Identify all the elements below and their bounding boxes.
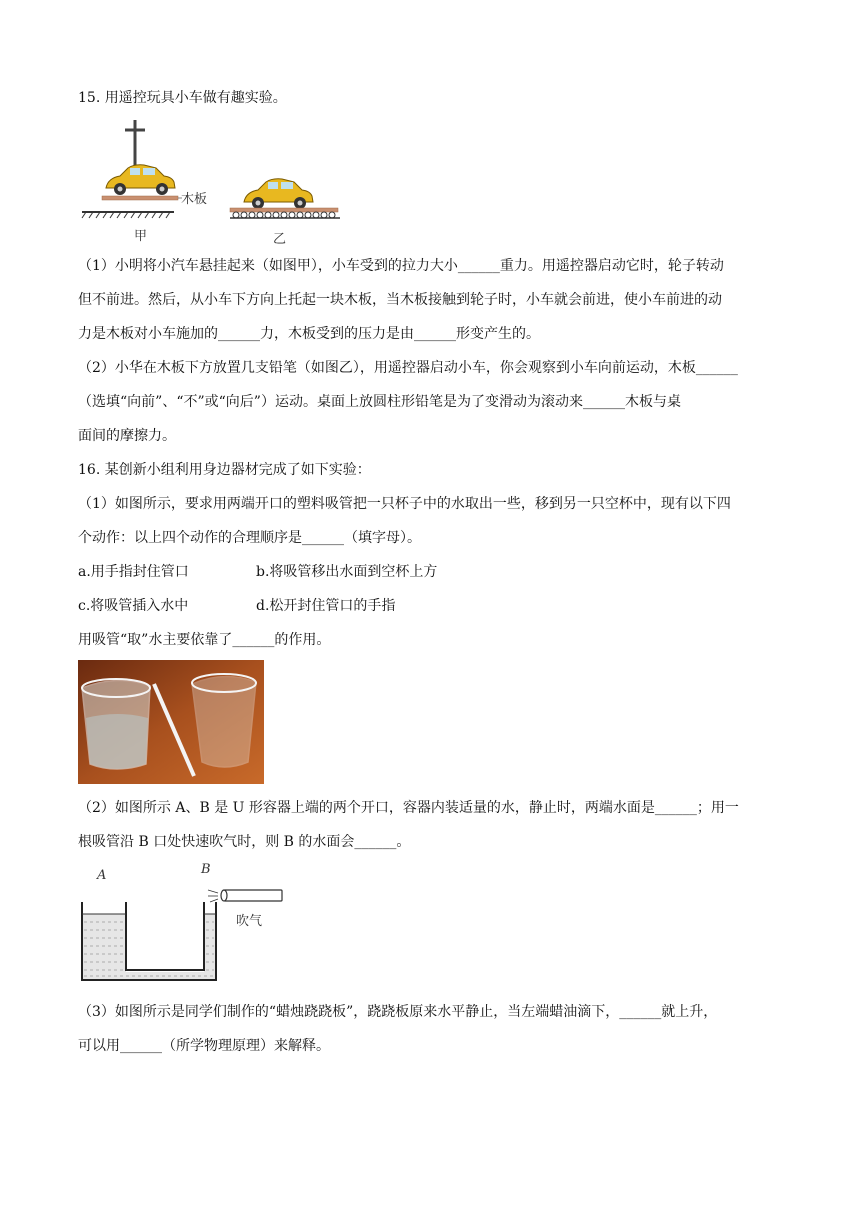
- q15-part1-line2: 但不前进。然后，从小车下方向上托起一块木板，当木板接触到轮子时，小车就会前进，使小车前进的动: [78, 292, 722, 308]
- q16-part1-line1: （1）如图所示，要求用两端开口的塑料吸管把一只杯子中的水取出一些，移到另一只空杯中，现有以下四: [78, 496, 731, 512]
- q16-part2-line2: 根吸管沿 B 口处快速吹气时，则 B 的水面会______。: [78, 834, 411, 850]
- label-blow: 吹气: [236, 914, 263, 929]
- label-a: A: [97, 868, 107, 883]
- figure-yi: [230, 179, 340, 218]
- label-board: 木板: [181, 192, 208, 207]
- figure-car-experiment: [78, 116, 348, 246]
- q16-part3-line1: （3）如图所示是同学们制作的“蜡烛跷跷板”，跷跷板原来水平静止，当左端蜡油滴下，______就上升，: [78, 1004, 718, 1020]
- photo-glasses-straw: [78, 660, 264, 784]
- label-jia: 甲: [134, 229, 148, 244]
- q16-option-b: b.将吸管移出水面到空杯上方: [256, 564, 438, 580]
- figure-jia: [82, 120, 182, 218]
- q15-part2-line2: （选填“向前”、“不”或“向后”）运动。桌面上放圆柱形铅笔是为了变滑动为滚动来______木板与桌: [78, 394, 681, 410]
- q16-title: 16. 某创新小组利用身边器材完成了如下实验：: [78, 462, 371, 478]
- q16-part1-line2: 个动作：以上四个动作的合理顺序是______（填字母）。: [78, 530, 421, 546]
- q15-part1-line3: 力是木板对小车施加的______力，木板受到的压力是由______形变产生的。: [78, 326, 540, 342]
- q15-title: 15. 用遥控玩具小车做有趣实验。: [78, 90, 287, 106]
- q16-part2-line1: （2）如图所示 A、B 是 U 形容器上端的两个开口，容器内装适量的水，静止时，两端水面是______；用一: [78, 800, 739, 816]
- q16-option-d: d.松开封住管口的手指: [256, 598, 396, 614]
- q15-part2-line3: 面间的摩擦力。: [78, 428, 176, 444]
- label-yi: 乙: [273, 232, 287, 247]
- q16-part3-line2: 可以用______（所学物理原理）来解释。: [78, 1038, 330, 1054]
- label-b: B: [201, 862, 211, 877]
- q15-part2-line1: （2）小华在木板下方放置几支铅笔（如图乙），用遥控器启动小车，你会观察到小车向前运动，木板______: [78, 360, 738, 376]
- q15-part1-line1: （1）小明将小汽车悬挂起来（如图甲），小车受到的拉力大小______重力。用遥控器启动它时，轮子转动: [78, 258, 724, 274]
- figure-u-tube: [78, 862, 298, 986]
- q16-option-c: c.将吸管插入水中: [78, 598, 189, 614]
- q16-option-a: a.用手指封住管口: [78, 564, 189, 580]
- q16-part1-line3: 用吸管“取”水主要依靠了______的作用。: [78, 632, 331, 648]
